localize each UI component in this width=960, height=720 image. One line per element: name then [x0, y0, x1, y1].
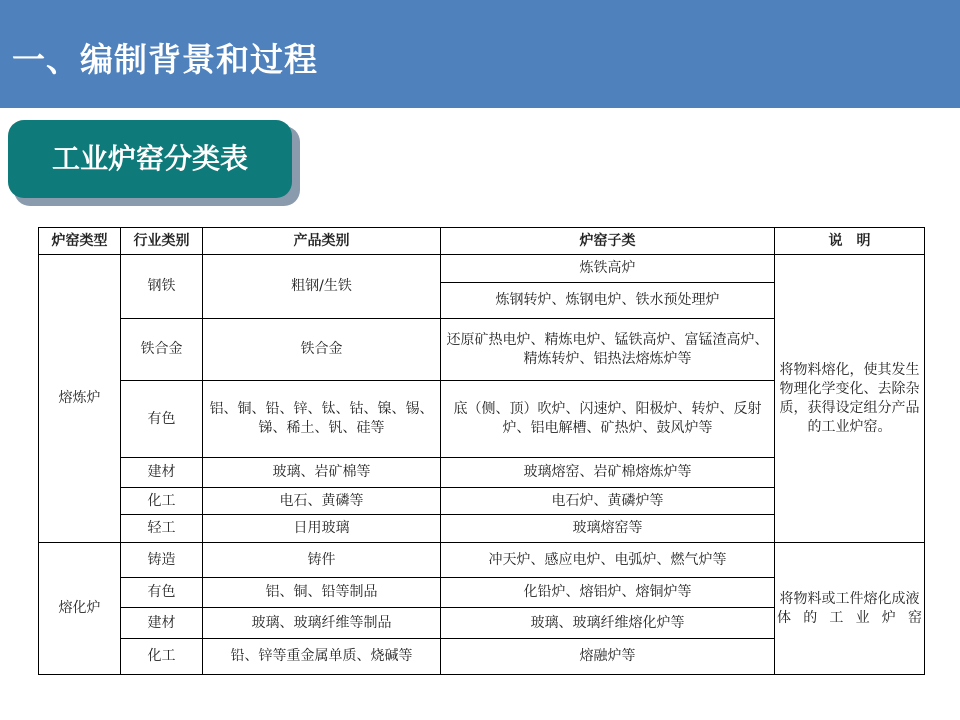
product-cell: 铸件	[203, 543, 441, 578]
industry-cell: 轻工	[121, 515, 203, 543]
subtype-cell: 玻璃熔窑等	[441, 515, 775, 543]
furnace-type-cell: 熔炼炉	[39, 255, 121, 543]
header-note: 说 明	[775, 228, 925, 255]
industry-cell: 建材	[121, 608, 203, 639]
table-row	[39, 543, 925, 578]
furnace-classification-table	[38, 227, 925, 675]
subtitle-label: 工业炉窑分类表	[51, 142, 248, 175]
product-cell: 玻璃、岩矿棉等	[203, 458, 441, 488]
subtype-cell: 炼钢转炉、炼钢电炉、铁水预处理炉	[441, 283, 775, 319]
subtitle-badge	[8, 120, 292, 198]
industry-cell: 钢铁	[121, 255, 203, 319]
industry-cell: 有色	[121, 381, 203, 458]
product-cell: 铅、锌等重金属单质、烧碱等	[203, 639, 441, 675]
subtype-cell: 还原矿热电炉、精炼电炉、锰铁高炉、富锰渣高炉、精炼转炉、铝热法熔炼炉等	[441, 319, 775, 381]
industry-cell: 有色	[121, 578, 203, 608]
product-cell: 铁合金	[203, 319, 441, 381]
industry-cell: 化工	[121, 488, 203, 515]
table-header-row	[39, 228, 925, 255]
product-cell: 电石、黄磷等	[203, 488, 441, 515]
product-cell: 铝、铜、铅等制品	[203, 578, 441, 608]
product-cell: 铝、铜、铅、锌、钛、钴、镍、锡、锑、稀土、钒、硅等	[203, 381, 441, 458]
product-cell: 日用玻璃	[203, 515, 441, 543]
subtype-cell: 化铅炉、熔铝炉、熔铜炉等	[441, 578, 775, 608]
header-product: 产品类别	[203, 228, 441, 255]
industry-cell: 铸造	[121, 543, 203, 578]
industry-cell: 建材	[121, 458, 203, 488]
industry-cell: 化工	[121, 639, 203, 675]
subtype-cell: 电石炉、黄磷炉等	[441, 488, 775, 515]
note-cell: 将物料熔化，使其发生物理化学变化、去除杂质，获得设定组分产品的工业炉窑。	[775, 255, 925, 543]
product-cell: 粗钢/生铁	[203, 255, 441, 319]
table-row	[39, 255, 925, 283]
header-furnace-type: 炉窑类型	[39, 228, 121, 255]
subtype-cell: 玻璃熔窑、岩矿棉熔炼炉等	[441, 458, 775, 488]
subtype-cell: 冲天炉、感应电炉、电弧炉、燃气炉等	[441, 543, 775, 578]
header-industry: 行业类别	[121, 228, 203, 255]
subtype-cell: 底（侧、顶）吹炉、闪速炉、阳极炉、转炉、反射炉、铝电解槽、矿热炉、鼓风炉等	[441, 381, 775, 458]
subtype-cell: 炼铁高炉	[441, 255, 775, 283]
header-subtype: 炉窑子类	[441, 228, 775, 255]
industry-cell: 铁合金	[121, 319, 203, 381]
furnace-type-cell: 熔化炉	[39, 543, 121, 675]
note-cell: 将物料或工件熔化成液体的工业炉窑	[775, 543, 925, 675]
subtype-cell: 玻璃、玻璃纤维熔化炉等	[441, 608, 775, 639]
product-cell: 玻璃、玻璃纤维等制品	[203, 608, 441, 639]
subtype-cell: 熔融炉等	[441, 639, 775, 675]
slide-title: 一、编制背景和过程	[12, 40, 318, 79]
